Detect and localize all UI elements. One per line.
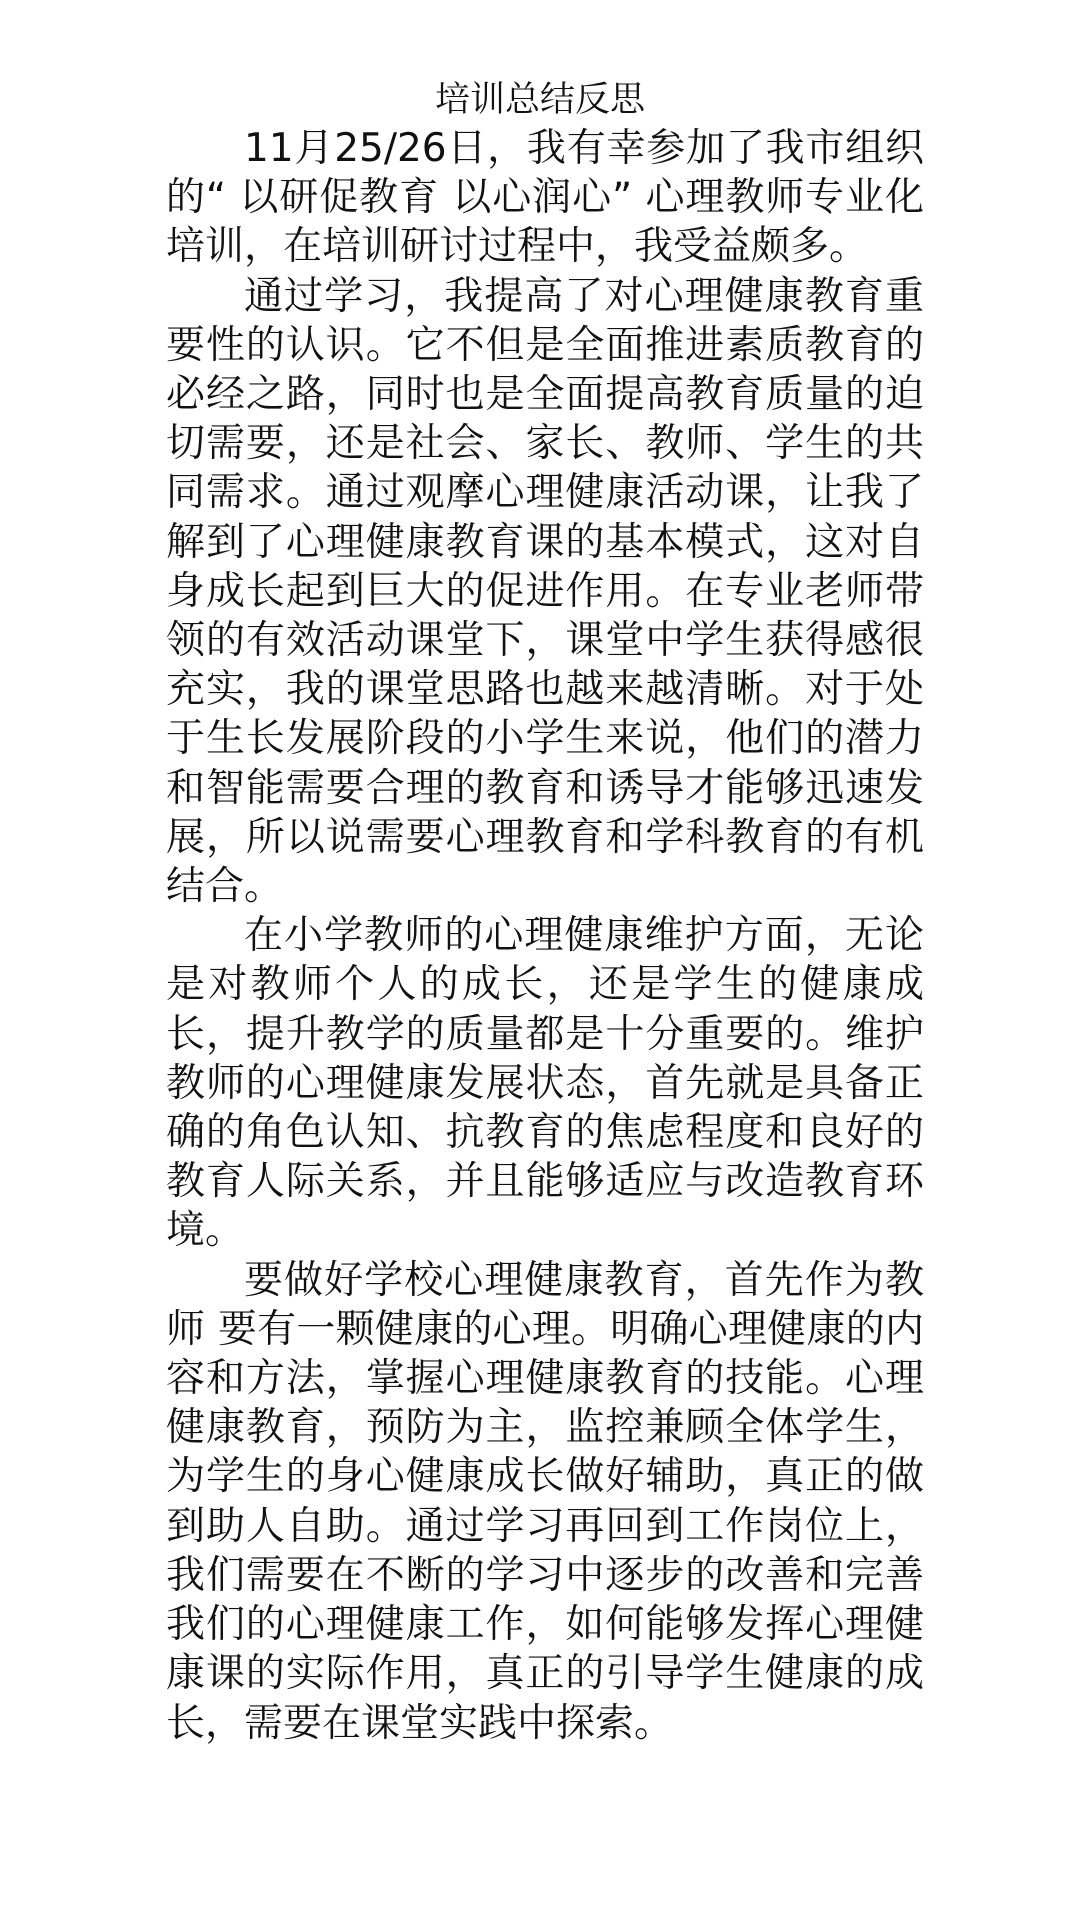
paragraph-1: 11月25/26日，我有幸参加了我市组织的“ 以研促教育 以心润心” 心理教师专业化培训，在培训研讨过程中，我受益颇多。	[166, 126, 924, 270]
paragraph-2: 通过学习，我提高了对心理健康教育重要性的认识。它不但是全面推进素质教育的必经之路，同时也是全面提高教育质量的迫切需要，还是社会、家长、教师、学生的共同需求。通过观摩心理健康活动课，让我了解到了心理健康教育课的基本模式，这对自身成长起到巨大的促进作用。在专业老师带领的有效活动课堂下，课堂中学生获得感很充实，我的课堂思路也越来越清晰。对于处于生长发展阶段的小学生来说，他们的潜力和智能需要合理的教育和诱导才能够迅速发展，所以说需要心理教育和学科教育的有机结合。	[166, 273, 924, 910]
document-title: 培训总结反思	[434, 80, 645, 120]
paragraph-3: 在小学教师的心理健康维护方面，无论是对教师个人的成长，还是学生的健康成长，提升教学的质量都是十分重要的。维护教师的心理健康发展状态，首先就是具备正确的角色认知、抗教育的焦虑程度和良好的教育人际关系，并且能够适应与改造教育环境。	[166, 913, 924, 1254]
document-body	[166, 124, 924, 1748]
paragraph-4: 要做好学校心理健康教育，首先作为教师 要有一颗健康的心理。明确心理健康的内容和方法，掌握心理健康教育的技能。心理健康教育，预防为主，监控兼顾全体学生，为学生的身心健康成长做好辅助，真正的做到助人自助。通过学习再回到工作岗位上，我们需要在不断的学习中逐步的改善和完善我们的心理健康工作，如何能够发挥心理健康课的实际作用，真正的引导学生健康的成长，需要在课堂实践中探索。	[166, 1257, 924, 1746]
